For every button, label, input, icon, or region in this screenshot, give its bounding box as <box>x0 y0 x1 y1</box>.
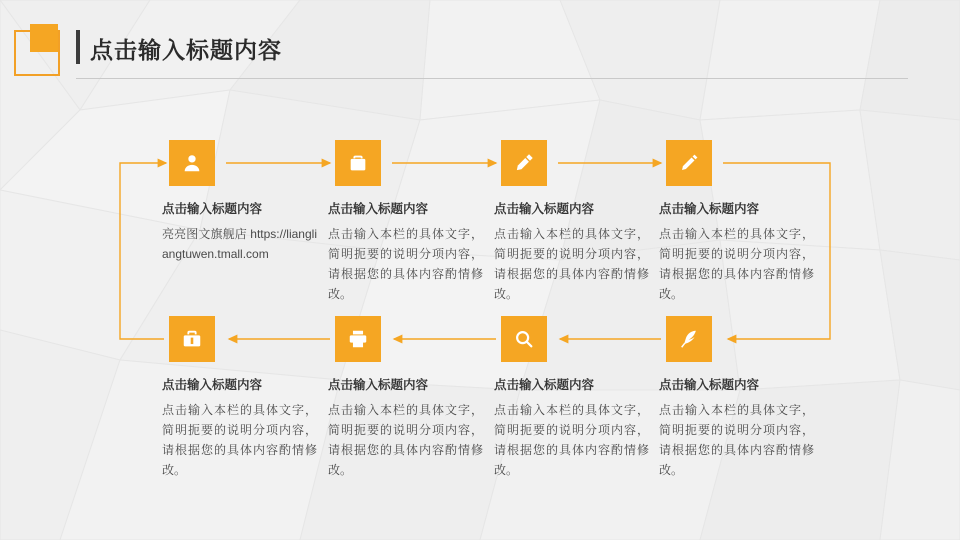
flow-node-title: 点击输入标题内容 <box>659 202 760 216</box>
flow-diagram <box>0 120 960 520</box>
flow-node-body: 点击输入本栏的具体文字，简明扼要的说明分项内容，请根据您的具体内容酌情修改。 <box>659 227 814 301</box>
flow-node-4[interactable] <box>659 140 829 304</box>
flow-node-title: 点击输入标题内容 <box>494 202 595 216</box>
flow-node-title: 点击输入标题内容 <box>162 378 263 392</box>
title-accent-bar <box>76 30 80 64</box>
search-icon <box>501 316 547 362</box>
pencil-icon <box>666 140 712 186</box>
flow-node-body: 亮亮图文旗舰店 https://liangliangtuwen.tmall.com <box>162 227 317 261</box>
pen-nib-icon <box>501 140 547 186</box>
flow-node-title: 点击输入标题内容 <box>328 378 429 392</box>
feather-icon <box>666 316 712 362</box>
flow-node-body: 点击输入本栏的具体文字，简明扼要的说明分项内容，请根据您的具体内容酌情修改。 <box>162 403 317 477</box>
flow-node-body: 点击输入本栏的具体文字，简明扼要的说明分项内容，请根据您的具体内容酌情修改。 <box>494 227 649 301</box>
flow-node-title: 点击输入标题内容 <box>494 378 595 392</box>
header-divider <box>76 78 908 79</box>
flow-node-5[interactable] <box>162 316 332 480</box>
flow-node-title: 点击输入标题内容 <box>659 378 760 392</box>
flow-node-2[interactable] <box>328 140 498 304</box>
briefcase-icon <box>335 140 381 186</box>
flow-node-body: 点击输入本栏的具体文字，简明扼要的说明分项内容，请根据您的具体内容酌情修改。 <box>659 403 814 477</box>
slide-header <box>0 14 960 66</box>
flow-node-1[interactable] <box>162 140 332 264</box>
logo-square-icon <box>30 24 58 52</box>
flow-node-body: 点击输入本栏的具体文字，简明扼要的说明分项内容，请根据您的具体内容酌情修改。 <box>494 403 649 477</box>
flow-node-3[interactable] <box>494 140 664 304</box>
flow-node-body: 点击输入本栏的具体文字，简明扼要的说明分项内容，请根据您的具体内容酌情修改。 <box>328 403 483 477</box>
flow-node-7[interactable] <box>494 316 664 480</box>
flow-node-body: 点击输入本栏的具体文字，简明扼要的说明分项内容，请根据您的具体内容酌情修改。 <box>328 227 483 301</box>
flow-node-title: 点击输入标题内容 <box>162 202 263 216</box>
flow-node-8[interactable] <box>659 316 829 480</box>
printer-icon <box>335 316 381 362</box>
page-title: 点击输入标题内容 <box>90 37 282 63</box>
flow-node-6[interactable] <box>328 316 498 480</box>
user-icon <box>169 140 215 186</box>
flow-node-title: 点击输入标题内容 <box>328 202 429 216</box>
toolbox-icon <box>169 316 215 362</box>
